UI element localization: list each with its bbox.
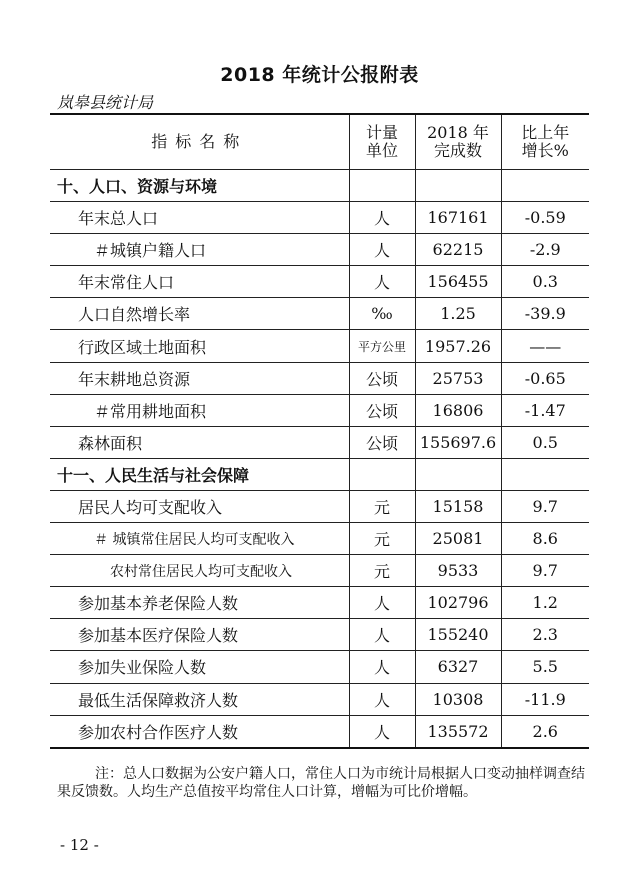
row-unit: 人 xyxy=(349,202,415,234)
row-unit: 公顷 xyxy=(349,426,415,458)
page-number: - 12 - xyxy=(60,836,99,854)
table-row xyxy=(50,619,589,651)
row-value: 156455 xyxy=(415,266,501,298)
row-value: 135572 xyxy=(415,715,501,748)
table-row xyxy=(50,490,589,522)
table-row xyxy=(50,651,589,683)
row-growth xyxy=(501,458,589,490)
row-value: 167161 xyxy=(415,202,501,234)
row-growth: 9.7 xyxy=(501,555,589,587)
row-unit: 人 xyxy=(349,715,415,748)
row-growth: 0.5 xyxy=(501,426,589,458)
row-growth: 9.7 xyxy=(501,490,589,522)
row-unit: 人 xyxy=(349,234,415,266)
row-value: 102796 xyxy=(415,587,501,619)
row-unit xyxy=(349,170,415,202)
row-unit: 人 xyxy=(349,266,415,298)
table-header-row xyxy=(50,114,589,170)
row-value: 6327 xyxy=(415,651,501,683)
header-growth-line1: 比上年 xyxy=(521,123,570,142)
header-value-line1: 2018 年 xyxy=(427,123,489,142)
table-row xyxy=(50,266,589,298)
row-growth: -1.47 xyxy=(501,394,589,426)
table-row xyxy=(50,394,589,426)
table-row xyxy=(50,234,589,266)
row-growth: 5.5 xyxy=(501,651,589,683)
row-unit: ‰ xyxy=(349,298,415,330)
row-growth: 1.2 xyxy=(501,587,589,619)
row-name: 森林面积 xyxy=(50,426,349,458)
row-name: 人口自然增长率 xyxy=(50,298,349,330)
row-growth: -0.65 xyxy=(501,362,589,394)
table-row xyxy=(50,298,589,330)
row-value: 1.25 xyxy=(415,298,501,330)
row-name: 参加失业保险人数 xyxy=(50,651,349,683)
row-growth: -39.9 xyxy=(501,298,589,330)
row-name: 年末总人口 xyxy=(50,202,349,234)
row-unit: 元 xyxy=(349,555,415,587)
row-value: 10308 xyxy=(415,683,501,715)
row-unit: 元 xyxy=(349,523,415,555)
row-unit: 公顷 xyxy=(349,394,415,426)
publisher-label: 岚皋县统计局 xyxy=(57,93,154,112)
row-name: 行政区域土地面积 xyxy=(50,330,349,362)
header-unit xyxy=(349,114,415,170)
header-unit-line1: 计量 xyxy=(365,123,398,142)
row-growth: 8.6 xyxy=(501,523,589,555)
header-growth xyxy=(501,114,589,170)
row-value: 9533 xyxy=(415,555,501,587)
row-name: ＃常用耕地面积 xyxy=(50,394,349,426)
table-row xyxy=(50,555,589,587)
row-growth: 0.3 xyxy=(501,266,589,298)
row-value: 62215 xyxy=(415,234,501,266)
row-unit: 人 xyxy=(349,683,415,715)
row-value: 15158 xyxy=(415,490,501,522)
row-value: 25753 xyxy=(415,362,501,394)
row-value: 25081 xyxy=(415,523,501,555)
row-growth: —— xyxy=(501,330,589,362)
header-value-line2: 完成数 xyxy=(433,141,482,160)
table-row xyxy=(50,426,589,458)
row-name: 年末常住人口 xyxy=(50,266,349,298)
page-title: 2018 年统计公报附表 xyxy=(220,64,419,86)
row-value xyxy=(415,170,501,202)
statistics-table xyxy=(50,113,589,749)
row-growth: 2.3 xyxy=(501,619,589,651)
row-name: ＃ 城镇常住居民人均可支配收入 xyxy=(50,523,349,555)
row-value: 1957.26 xyxy=(415,330,501,362)
row-value: 155240 xyxy=(415,619,501,651)
row-unit: 元 xyxy=(349,490,415,522)
row-growth: -11.9 xyxy=(501,683,589,715)
row-growth: -0.59 xyxy=(501,202,589,234)
table-row xyxy=(50,715,589,748)
row-unit: 平方公里 xyxy=(349,330,415,362)
table-row xyxy=(50,587,589,619)
row-value: 16806 xyxy=(415,394,501,426)
table-row xyxy=(50,683,589,715)
row-unit: 人 xyxy=(349,651,415,683)
row-name: 居民人均可支配收入 xyxy=(50,490,349,522)
row-value xyxy=(415,458,501,490)
row-name: 参加基本养老保险人数 xyxy=(50,587,349,619)
row-growth xyxy=(501,170,589,202)
row-name: 十一、人民生活与社会保障 xyxy=(50,458,349,490)
row-name: 参加农村合作医疗人数 xyxy=(50,715,349,748)
header-indicator-name: 指标名称 xyxy=(50,114,349,170)
row-name: 农村常住居民人均可支配收入 xyxy=(50,555,349,587)
table-row xyxy=(50,202,589,234)
row-unit xyxy=(349,458,415,490)
table-row xyxy=(50,330,589,362)
header-value xyxy=(415,114,501,170)
row-growth: -2.9 xyxy=(501,234,589,266)
row-unit: 公顷 xyxy=(349,362,415,394)
row-name: ＃城镇户籍人口 xyxy=(50,234,349,266)
row-name: 参加基本医疗保险人数 xyxy=(50,619,349,651)
row-unit: 人 xyxy=(349,587,415,619)
row-name: 年末耕地总资源 xyxy=(50,362,349,394)
footnote: 注：总人口数据为公安户籍人口，常住人口为市统计局根据人口变动抽样调查结果反馈数。人均生产总值按平均常住人口计算，增幅为可比价增幅。 xyxy=(57,766,585,800)
row-value: 155697.6 xyxy=(415,426,501,458)
table-row xyxy=(50,523,589,555)
row-unit: 人 xyxy=(349,619,415,651)
row-growth: 2.6 xyxy=(501,715,589,748)
section-row xyxy=(50,458,589,490)
section-row xyxy=(50,170,589,202)
row-name: 最低生活保障救济人数 xyxy=(50,683,349,715)
header-unit-line2: 单位 xyxy=(365,141,398,160)
table-row xyxy=(50,362,589,394)
row-name: 十、人口、资源与环境 xyxy=(50,170,349,202)
header-growth-line2: 增长% xyxy=(521,141,569,160)
